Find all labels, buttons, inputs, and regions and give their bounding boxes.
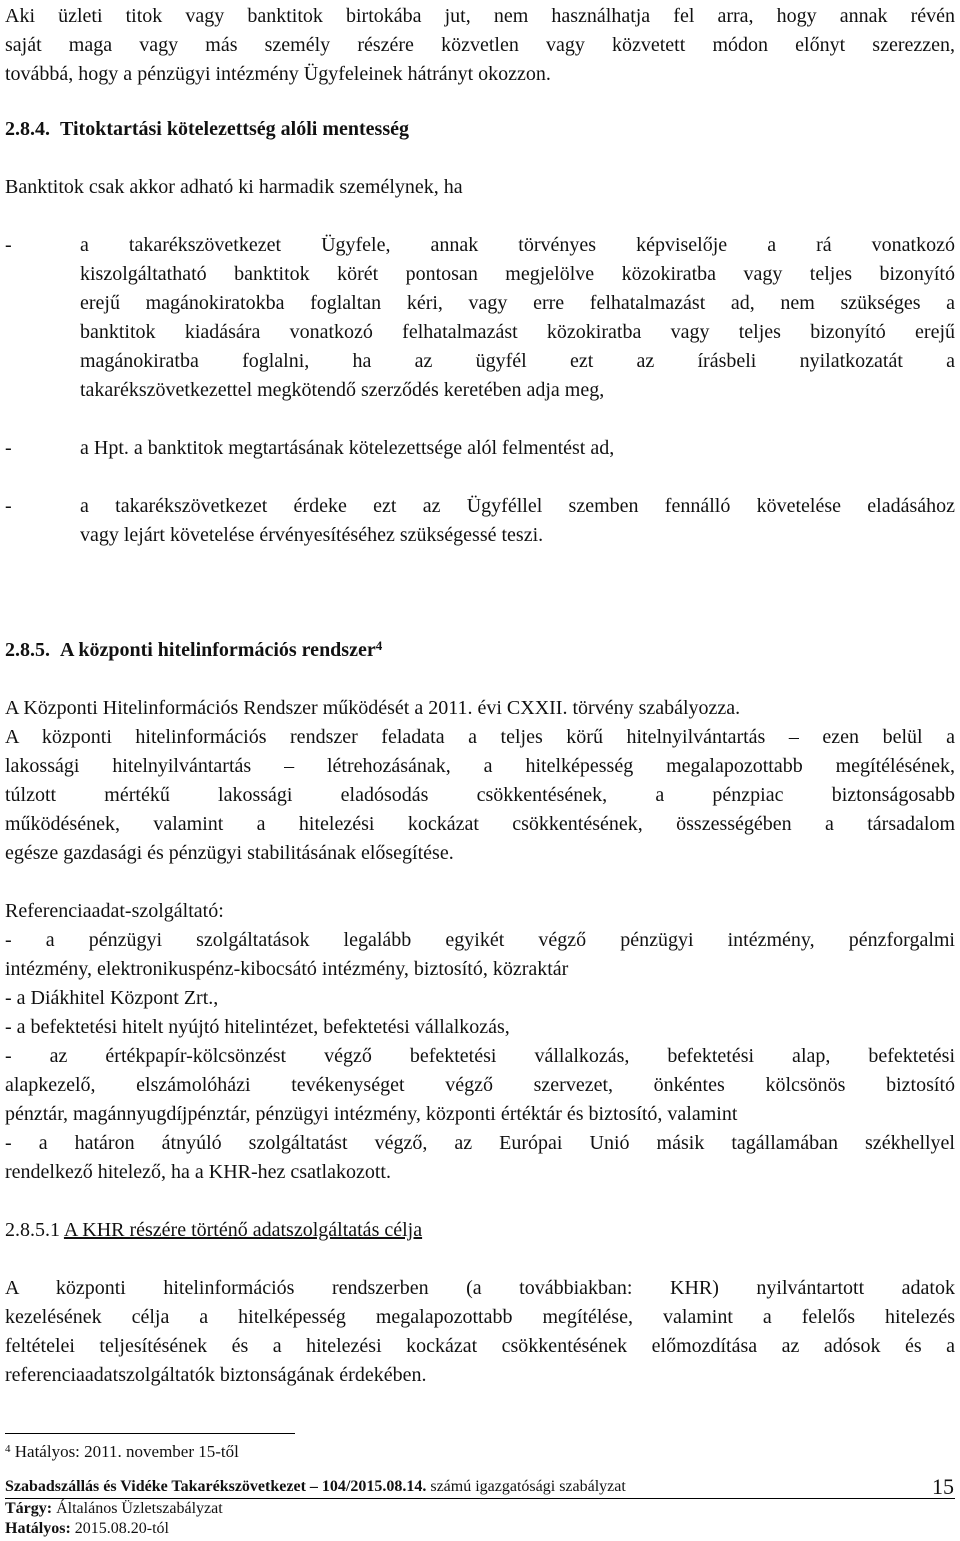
footnote-separator [5,1433,295,1434]
section-heading-284 [5,117,955,141]
ref-provider-line: alapkezelő, elszámolóházi tevékenységet végző szervezet, önkéntes kölcsönös biztosító [5,1074,955,1096]
list-item-line: banktitok kiadására vonatkozó felhatalmazást közokiratba vagy teljes bizonyító erejű [80,321,955,343]
footnote-number: 4 [5,1443,11,1455]
intro-line: továbbá, hogy a pénzügyi intézmény Ügyfeleinek hátrányt okozzon. [5,63,551,85]
section-number: 2.8.5.1 [5,1219,60,1241]
list-item-line: takarékszövetkezettel megkötendő szerződés keretében adja meg, [80,379,605,401]
list-dash: - [5,234,12,256]
ref-provider-line: - a határon átnyúló szolgáltatást végző, az Európai Unió másik tagállamában székhellyel [5,1132,955,1154]
list-item-line: a takarékszövetkezet érdeke ezt az Ügyféllel szemben fennálló követelése eladásához [80,495,955,517]
footer-dash: – [309,1478,318,1495]
section-title: Titoktartási kötelezettség alóli mentesség [60,118,409,140]
list-item-line: kiszolgáltatható banktitok körét pontosan megjelölve közokiratba vagy teljes bizonyító [80,263,955,285]
intro-line: Aki üzleti titok vagy banktitok birtokába jut, nem használhatja fel arra, hogy annak révén [5,5,955,27]
footer-subject-line [5,1499,223,1519]
footer-subject-label: Tárgy: [5,1500,53,1517]
list-dash: - [5,437,12,459]
footer-org-line [5,1477,626,1497]
footnote [5,1441,239,1463]
paragraph-line: működésének, valamint a hitelezési kockázat csökkentésének, összességében a társadalom [5,813,955,835]
paragraph-line: referenciaadatszolgáltatók biztonságának érdekében. [5,1364,427,1386]
ref-provider-line: - a befektetési hitelt nyújtó hitelintézet, befektetési vállalkozás, [5,1016,510,1038]
list-item-line: a takarékszövetkezet Ügyfele, annak törvényes képviselője a rá vonatkozó [80,234,955,256]
paragraph-line: feltételei teljesítésének és a hitelezési kockázat csökkentésének előmozdítása az adósok és a [5,1335,955,1357]
footnote-ref: 4 [375,638,383,653]
footer-effective-label: Hatályos: [5,1520,71,1537]
section-title: A központi hitelinformációs rendszer [60,639,376,661]
section-heading-285 [5,638,955,662]
ref-provider-line: rendelkező hitelező, ha a KHR-hez csatlakozott. [5,1161,391,1183]
list-item-line: erejű magánokiratokba foglaltan kéri, vagy erre felhatalmazást ad, nem szükséges a [80,292,955,314]
ref-provider-heading: Referenciaadat-szolgáltató: [5,900,224,922]
footer-effective-value: 2015.08.20-tól [74,1520,169,1537]
intro-line: saját maga vagy más személy részére közvetlen vagy közvetett módon előnyt szerezzen, [5,34,955,56]
paragraph-line: kezelésének célja a hitelképesség megalapozottabb megítélése, valamint a felelős hitelezés [5,1306,955,1328]
section-lead: Banktitok csak akkor adható ki harmadik személynek, ha [5,176,463,198]
list-item-line: magánokiratba foglalni, ha az ügyfél ezt az írásbeli nyilatkozatát a [80,350,955,372]
section-number: 2.8.5. [5,639,50,661]
list-dash: - [5,495,12,517]
ref-provider-line: pénztár, magánnyugdíjpénztár, pénzügyi intézmény, központi értéktár és biztosító, valamint [5,1103,738,1125]
footer-subject-value: Általános Üzletszabályzat [56,1500,223,1517]
paragraph-line: lakossági hitelnyilvántartás – létrehozásának, a hitelképesség megalapozottabb megítélésének, [5,755,955,777]
section-title: A KHR részére történő adatszolgáltatás célja [63,1219,423,1241]
ref-provider-line: - a pénzügyi szolgáltatások legalább egyikét végző pénzügyi intézmény, pénzforgalmi [5,929,955,951]
footnote-text: Hatályos: 2011. november 15-től [14,1442,239,1461]
ref-provider-line: - a Diákhitel Központ Zrt., [5,987,219,1009]
footer-doc-suffix: számú igazgatósági szabályzat [430,1478,626,1495]
ref-provider-line: - az értékpapír-kölcsönzést végző befektetési vállalkozás, befektetési alap, befektetési [5,1045,955,1067]
page-number: 15 [932,1474,954,1499]
paragraph-line: A Központi Hitelinformációs Rendszer működését a 2011. évi CXXII. törvény szabályozza. [5,697,741,719]
footer-effective-line [5,1519,169,1539]
section-heading-2851 [5,1218,955,1242]
footer-org: Szabadszállás és Vidéke Takarékszövetkezet [5,1478,306,1495]
list-item-line: vagy lejárt követelése érvényesítéséhez szükségessé teszi. [80,524,544,546]
paragraph-line: A központi hitelinformációs rendszerben (a továbbiakban: KHR) nyilvántartott adatok [5,1277,955,1299]
section-number: 2.8.4. [5,118,50,140]
paragraph-line: A központi hitelinformációs rendszer feladata a teljes körű hitelnyilvántartás – ezen belül a [5,726,955,748]
paragraph-line: egésze gazdasági és pénzügyi stabilitásának elősegítése. [5,842,454,864]
paragraph-line: túlzott mértékű lakossági eladósodás csökkentésének, a pénzpiac biztonságosabb [5,784,955,806]
ref-provider-line: intézmény, elektronikuspénz-kibocsátó intézmény, biztosító, közraktár [5,958,569,980]
footer-doc-number: 104/2015.08.14. [321,1478,427,1495]
list-item-line: a Hpt. a banktitok megtartásának kötelezettsége alól felmentést ad, [80,437,615,459]
